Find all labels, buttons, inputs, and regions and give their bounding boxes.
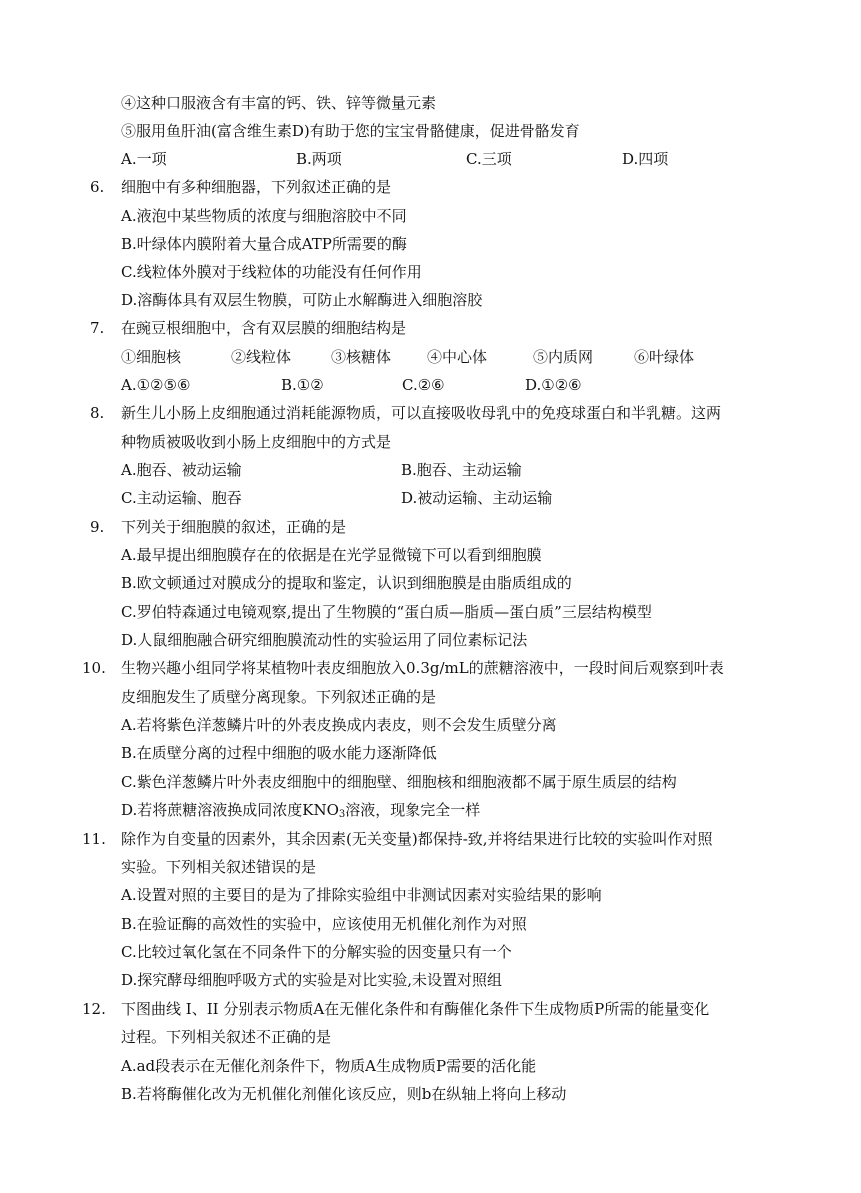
- q5-option-d: D.四项: [622, 150, 669, 168]
- q9-option-a: A.最早提出细胞膜存在的依据是在光学显微镜下可以看到细胞膜: [121, 546, 542, 564]
- q12-option-a: A.ad段表示在无催化剂条件下，物质A生成物质P需要的活化能: [121, 1057, 537, 1075]
- q11-stem-line-1: 除作为自变量的因素外，其余因素(无关变量)都保持-致,并将结果进行比较的实验叫作对照: [121, 830, 713, 848]
- q10-option-d-text-end: 溶液，现象完全一样: [345, 801, 481, 819]
- q12-stem-line-2: 过程。下列相关叙述不正确的是: [121, 1028, 332, 1046]
- q12-stem-line-1: 下图曲线 I、II 分别表示物质A在无催化条件和有酶催化条件下生成物质P所需的能量变化: [121, 1000, 710, 1018]
- q8-option-c: C.主动运输、胞吞: [121, 489, 242, 507]
- q11-option-d: D.探究酵母细胞呼吸方式的实验是对比实验,未设置对照组: [121, 971, 503, 989]
- q7-stem: 在豌豆根细胞中，含有双层膜的细胞结构是: [121, 319, 407, 337]
- q6-option-a: A.液泡中某些物质的浓度与细胞溶胶中不同: [121, 207, 407, 225]
- q6-stem: 细胞中有多种细胞器，下列叙述正确的是: [121, 178, 392, 196]
- q5-option-b: B.两项: [296, 150, 342, 168]
- q5-item-5: ⑤服用鱼肝油(富含维生素D)有助于您的宝宝骨骼健康，促进骨骼发育: [121, 122, 580, 140]
- q7-structure-1: ①细胞核: [121, 348, 182, 366]
- q10-option-d-subscript: 3: [338, 809, 346, 820]
- q11-option-b: B.在验证酶的高效性的实验中，应该使用无机催化剂作为对照: [121, 915, 527, 933]
- q11-stem-line-2: 实验。下列相关叙述错误的是: [121, 858, 317, 876]
- q8-option-b: B.胞吞、主动运输: [401, 461, 522, 479]
- q7-structure-2: ②线粒体: [231, 348, 292, 366]
- q6-option-d: D.溶酶体具有双层生物膜，可防止水解酶进入细胞溶胶: [121, 291, 483, 309]
- q7-option-c: C.②⑥: [402, 376, 445, 394]
- q8-number: 8.: [90, 404, 105, 422]
- q10-option-d: [121, 800, 480, 820]
- q7-option-b: B.①②: [281, 376, 324, 394]
- q5-option-c: C.三项: [466, 150, 512, 168]
- q6-option-c: C.线粒体外膜对于线粒体的功能没有任何作用: [121, 263, 422, 281]
- q7-structure-5: ⑤内质网: [533, 348, 594, 366]
- q8-stem-line-2: 种物质被吸收到小肠上皮细胞中的方式是: [121, 433, 392, 451]
- q7-structure-4: ④中心体: [427, 348, 488, 366]
- q5-option-a: A.一项: [121, 150, 167, 168]
- q10-stem-line-1: 生物兴趣小组同学将某植物叶表皮细胞放入0.3g/mL的蔗糖溶液中，一段时间后观察到叶表: [121, 659, 724, 677]
- q9-option-d: D.人鼠细胞融合研究细胞膜流动性的实验运用了同位素标记法: [121, 631, 528, 649]
- q10-number: 10.: [82, 659, 106, 677]
- q10-option-c: C.紫色洋葱鳞片叶外表皮细胞中的细胞壁、细胞核和细胞液都不属于原生质层的结构: [121, 773, 677, 791]
- q9-number: 9.: [90, 518, 105, 536]
- q8-option-a: A.胞吞、被动运输: [121, 461, 242, 479]
- q7-structure-3: ③核糖体: [331, 348, 392, 366]
- q7-option-d: D.①②⑥: [525, 376, 582, 394]
- q10-stem-line-2: 皮细胞发生了质壁分离现象。下列叙述正确的是: [121, 688, 437, 706]
- q11-option-a: A.设置对照的主要目的是为了排除实验组中非测试因素对实验结果的影响: [121, 886, 602, 904]
- q7-number: 7.: [90, 319, 105, 337]
- q9-option-b: B.欧文顿通过对膜成分的提取和鉴定，认识到细胞膜是由脂质组成的: [121, 574, 572, 592]
- q11-number: 11.: [82, 830, 106, 848]
- q7-option-a: A.①②⑤⑥: [121, 376, 191, 394]
- q6-option-b: B.叶绿体内膜附着大量合成ATP所需要的酶: [121, 235, 407, 253]
- q9-option-c: C.罗伯特森通过电镜观察,提出了生物膜的“蛋白质—脂质—蛋白质”三层结构模型: [121, 603, 652, 621]
- q10-option-a: A.若将紫色洋葱鳞片叶的外表皮换成内表皮，则不会发生质壁分离: [121, 716, 557, 734]
- q12-number: 12.: [82, 1000, 106, 1018]
- q5-item-4: ④这种口服液含有丰富的钙、铁、锌等微量元素: [121, 94, 437, 112]
- q6-number: 6.: [90, 178, 105, 196]
- q8-option-d: D.被动运输、主动运输: [401, 489, 553, 507]
- q12-option-b: B.若将酶催化改为无机催化剂催化该反应，则b在纵轴上将向上移动: [121, 1085, 567, 1103]
- q7-structure-6: ⑥叶绿体: [634, 348, 695, 366]
- q10-option-b: B.在质壁分离的过程中细胞的吸水能力逐渐降低: [121, 744, 437, 762]
- q8-stem-line-1: 新生儿小肠上皮细胞通过消耗能源物质，可以直接吸收母乳中的免疫球蛋白和半乳糖。这两: [121, 404, 722, 422]
- q10-option-d-text: D.若将蔗糖溶液换成同浓度KNO: [121, 801, 339, 819]
- q11-option-c: C.比较过氧化氢在不同条件下的分解实验的因变量只有一个: [121, 943, 512, 961]
- q9-stem: 下列关于细胞膜的叙述，正确的是: [121, 518, 347, 536]
